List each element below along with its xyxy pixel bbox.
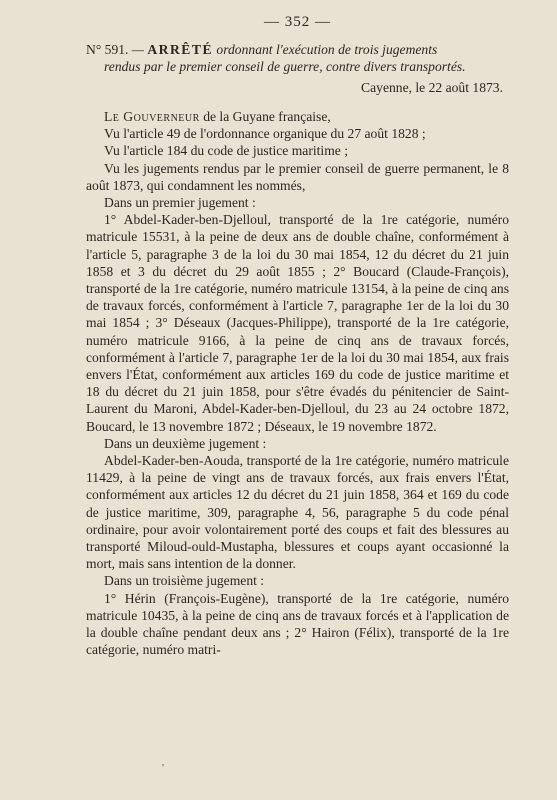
- foot-mark: ': [162, 762, 164, 774]
- body-text: [86, 108, 509, 659]
- decree-subject: ordonnant l'exécution de trois jugements: [216, 42, 438, 57]
- paragraph: 1° Hérin (François-Eugène), transporté de la 1re catégorie, numéro matricule 10435, à la peine de cinq ans de travaux forcés et à l'application de la double chaîne pendant deux ans ; 2° Hairon (Félix), transporté de la 1re catégorie, numéro matri-: [86, 590, 509, 658]
- paragraph: Dans un deuxième jugement :: [104, 435, 267, 451]
- paragraph: 1° Abdel-Kader-ben-Djelloul, transporté de la 1re catégorie, numéro matricule 15531, à la peine de deux ans de double chaîne, conformément à l'article 5, paragraphe 3 de la loi du 30 mai 1854, 12 du décret du 21 juin 1858 et 3 du décret du 29 août 1855 ; 2° Boucard (Claude-François), transporté de la 1re catégorie, numéro matricule 13154, à la peine de cinq ans de travaux forcés, conformément à l'article 7, paragraphe 1er de la loi du 30 mai 1854 ; 3° Déseaux (Jacques-Philippe), transporté de la 1re catégorie, numéro matricule 9166, à la peine de cinq ans de travaux forcés, conformément à l'article 7, paragraphe 1er de la loi du 30 mai 1854, aux frais envers l'État, conformément aux articles 169 du code de justice maritime et 18 du décret du 21 juin 1858, pour s'être évadés du pénitencier de Saint-Laurent du Maroni, Abdel-Kader-ben-Djelloul, du 23 au 24 octobre 1872, Boucard, le 13 novembre 1872 ; Déseaux, le 19 novembre 1872.: [86, 212, 509, 434]
- heading-dash: —: [131, 42, 144, 57]
- decree-number: N° 591.: [86, 42, 129, 57]
- decree-title: ARRÊTÉ: [147, 42, 214, 57]
- page-number: — 352 —: [264, 14, 331, 30]
- governor-text: de la Guyane française,: [199, 109, 331, 124]
- paragraph: Vu les jugements rendus par le premier conseil de guerre permanent, le 8 août 1873, qui condamnent les nommés,: [86, 160, 509, 193]
- paragraph: Dans un premier jugement :: [104, 195, 256, 211]
- governor-smallcaps: Le Gouverneur: [104, 109, 200, 124]
- paragraph-governor: [86, 108, 509, 125]
- paragraph: Vu l'article 184 du code de justice maritime ;: [104, 143, 348, 159]
- decree-heading: [86, 41, 509, 75]
- paragraph: Vu l'article 49 de l'ordonnance organique du 27 août 1828 ;: [104, 126, 426, 142]
- paragraph: Dans un troisième jugement :: [104, 573, 265, 589]
- dateline: Cayenne, le 22 août 1873.: [361, 80, 503, 95]
- paragraph: Abdel-Kader-ben-Aouda, transporté de la 1re catégorie, numéro matricule 11429, à la peine de vingt ans de travaux forcés, aux frais envers l'État, conformément aux articles 12 du décret du 21 juin 1858, 364 et 169 du code de justice maritime, 309, paragraphe 4, 56, paragraphe 5 du code pénal ordinaire, pour avoir volontairement porté des coups et fait des blessures au transporté Miloud-ould-Mustapha, blessures et coups ayant occasionné la mort, mais sans intention de la donner.: [86, 453, 509, 572]
- decree-subject-continuation: rendus par le premier conseil de guerre, contre divers transportés.: [104, 59, 466, 74]
